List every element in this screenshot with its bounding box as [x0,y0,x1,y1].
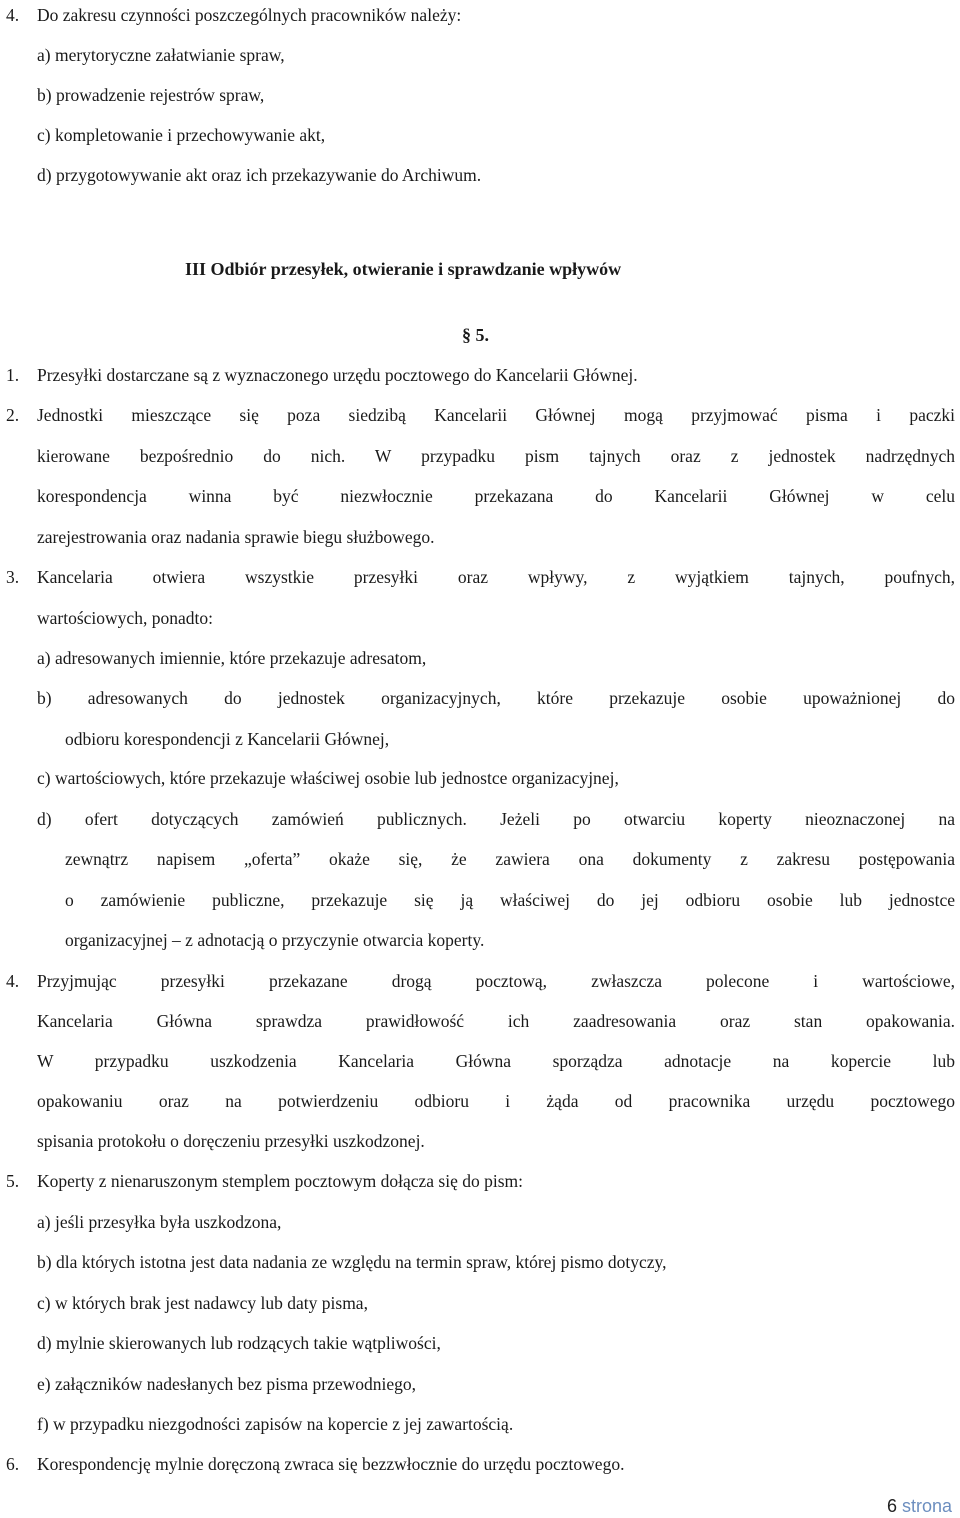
p3-item-a: a) adresowanych imiennie, które przekazuje adresatom, [37,648,427,668]
sec4-intro: Do zakresu czynności poszczególnych pracowników należy: [37,5,462,25]
p3-item-c: c) wartościowych, które przekazuje właściwej osobie lub jednostce organizacyjnej, [37,768,619,788]
p5-intro: Koperty z nienaruszonym stemplem pocztowym dołącza się do pism: [37,1171,523,1191]
p5-item-e: e) załączników nadesłanych bez pisma przewodniego, [37,1374,417,1394]
sec4-item-d: d) przygotowywanie akt oraz ich przekazywanie do Archiwum. [37,165,482,185]
p4-line-5: spisania protokołu o doręczeniu przesyłki uszkodzonej. [37,1131,425,1151]
p2-line-2: kierowane bezpośrednio do nich. W przypadku pism tajnych oraz z jednostek nadrzędnych [37,446,955,466]
p4-line-4: opakowaniu oraz na potwierdzeniu odbioru i żąda od pracownika urzędu pocztowego [37,1091,955,1111]
p5-item-b: b) dla których istotna jest data nadania ze względu na termin spraw, której pismo dotyczy, [37,1252,667,1272]
sec4-item-b: b) prowadzenie rejestrów spraw, [37,85,265,105]
page-number: 6 [886,1496,897,1516]
p4-number: 4. [6,971,20,991]
p3-item-d-3: o zamówienie publiczne, przekazuje się ją właściwej do jej odbioru osobie lub jednostce [65,890,955,910]
sec4-number: 4. [6,5,20,25]
p5-item-f: f) w przypadku niezgodności zapisów na kopercie z jej zawartością. [37,1414,514,1434]
paragraph-sign: § 5. [462,325,489,345]
p2-line-4: zarejestrowania oraz nadania sprawie biegu służbowego. [37,527,435,547]
sec4-item-a: a) merytoryczne załatwianie spraw, [37,45,285,65]
p3-item-d-2: zewnątrz napisem „oferta” okaże się, że zawiera ona dokumenty z zakresu postępowania [65,849,955,869]
p3-line-2: wartościowych, ponadto: [37,608,213,628]
p3-line-1: Kancelaria otwiera wszystkie przesyłki oraz wpływy, z wyjątkiem tajnych, poufnych, [37,567,955,587]
p2-line-1: Jednostki mieszczące się poza siedzibą Kancelarii Głównej mogą przyjmować pisma i paczki [37,405,955,425]
chapter-heading: III Odbiór przesyłek, otwieranie i sprawdzanie wpływów [185,259,622,279]
p1-number: 1. [6,365,20,385]
p5-item-d: d) mylnie skierowanych lub rodzących takie wątpliwości, [37,1333,441,1353]
p3-item-b-2: odbioru korespondencji z Kancelarii Głównej, [65,729,390,749]
p3-number: 3. [6,567,20,587]
p2-line-3: korespondencja winna być niezwłocznie przekazana do Kancelarii Głównej w celu [37,486,955,506]
p1-text: Przesyłki dostarczane są z wyznaczonego urzędu pocztowego do Kancelarii Głównej. [37,365,638,385]
page-footer [887,1496,952,1517]
p4-line-1: Przyjmując przesyłki przekazane drogą pocztową, zwłaszcza polecone i wartościowe, [37,971,955,991]
p5-number: 5. [6,1171,20,1191]
p4-line-2: Kancelaria Główna sprawdza prawidłowość ich zaadresowania oraz stan opakowania. [37,1011,955,1031]
sec4-item-c: c) kompletowanie i przechowywanie akt, [37,125,326,145]
page-label: strona [901,1496,952,1516]
p3-item-b-1: b) adresowanych do jednostek organizacyjnych, które przekazuje osobie upoważnionej do [37,688,955,708]
p4-line-3: W przypadku uszkodzenia Kancelaria Główna sporządza adnotacje na kopercie lub [37,1051,955,1071]
p3-item-d-1: d) ofert dotyczących zamówień publicznych. Jeżeli po otwarciu koperty nieoznaczonej na [37,809,955,829]
p5-item-c: c) w których brak jest nadawcy lub daty pisma, [37,1293,368,1313]
p5-item-a: a) jeśli przesyłka była uszkodzona, [37,1212,282,1232]
p3-item-d-4: organizacyjnej – z adnotacją o przyczynie otwarcia koperty. [65,930,485,950]
p6-number: 6. [6,1454,20,1474]
p2-number: 2. [6,405,20,425]
p6-text: Korespondencję mylnie doręczoną zwraca się bezzwłocznie do urzędu pocztowego. [37,1454,625,1474]
